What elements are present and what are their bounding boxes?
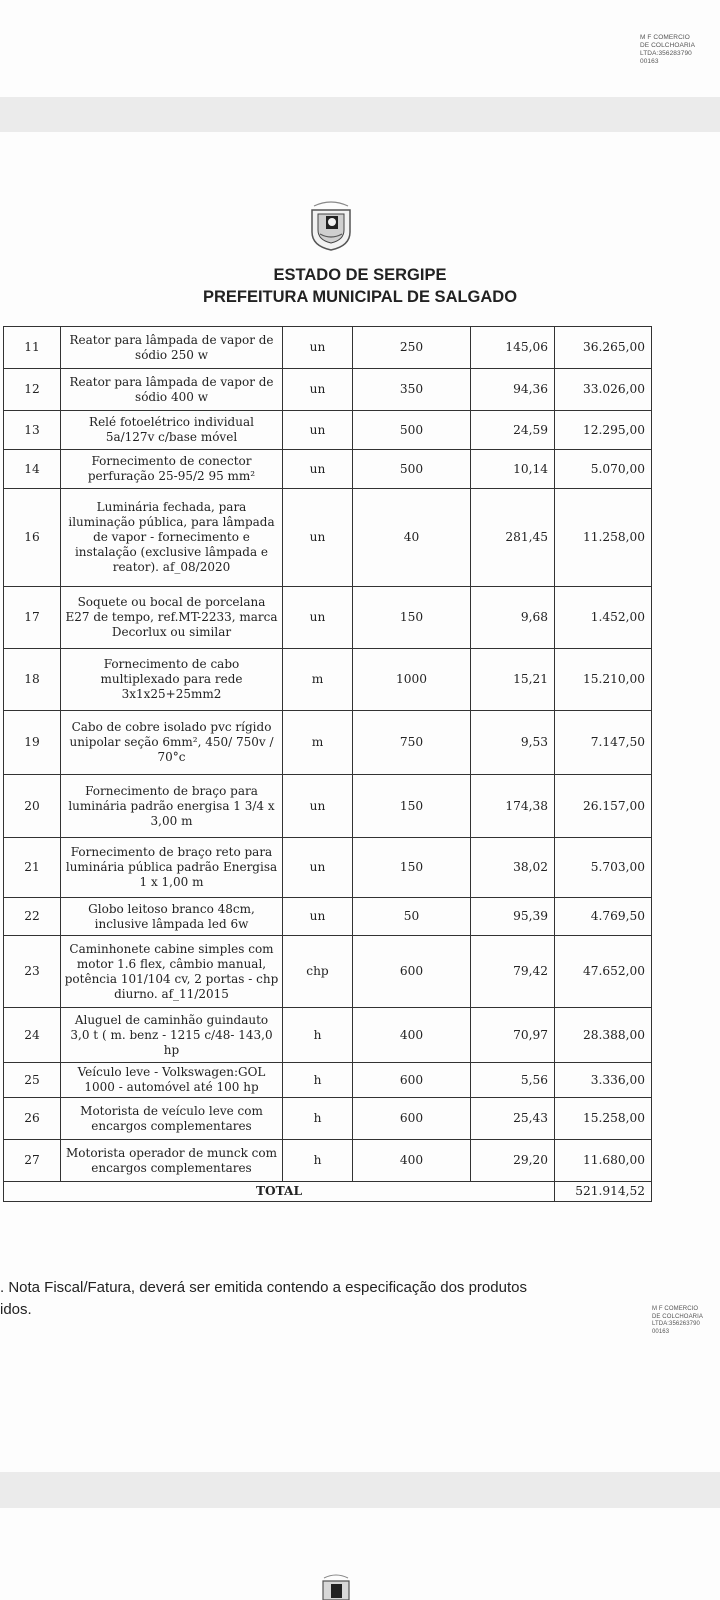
item-unit-price: 79,42: [471, 936, 555, 1008]
item-total: 47.652,00: [555, 936, 652, 1008]
table-row: [4, 369, 652, 411]
table-row: [4, 1098, 652, 1140]
item-unit-price: 145,06: [471, 327, 555, 369]
item-unit-price: 9,53: [471, 711, 555, 775]
table-row: [4, 1008, 652, 1063]
item-description: Caminhonete cabine simples com motor 1.6 flex, câmbio manual, potência 101/104 cv, 2 portas - chp diurno. af_11/2015: [61, 936, 283, 1008]
item-description: Fornecimento de braço reto para luminária pública padrão Energisa 1 x 1,00 m: [61, 838, 283, 898]
item-total: 15.258,00: [555, 1098, 652, 1140]
coat-of-arms-icon: [306, 196, 356, 252]
item-number: 18: [4, 649, 61, 711]
table-row: [4, 450, 652, 489]
item-number: 14: [4, 450, 61, 489]
item-unit: h: [283, 1063, 353, 1098]
item-unit: chp: [283, 936, 353, 1008]
table-row: [4, 489, 652, 587]
item-number: 13: [4, 411, 61, 450]
table-row: [4, 411, 652, 450]
item-unit-price: 174,38: [471, 775, 555, 838]
item-total: 36.265,00: [555, 327, 652, 369]
item-unit: m: [283, 711, 353, 775]
item-description: Motorista operador de munck com encargos complementares: [61, 1140, 283, 1182]
table-row: [4, 649, 652, 711]
item-total: 26.157,00: [555, 775, 652, 838]
table-row: [4, 936, 652, 1008]
item-quantity: 1000: [353, 649, 471, 711]
item-number: 23: [4, 936, 61, 1008]
item-description: Motorista de veículo leve com encargos complementares: [61, 1098, 283, 1140]
item-quantity: 400: [353, 1140, 471, 1182]
item-quantity: 50: [353, 898, 471, 936]
item-total: 33.026,00: [555, 369, 652, 411]
table-row: [4, 838, 652, 898]
item-quantity: 400: [353, 1008, 471, 1063]
item-quantity: 40: [353, 489, 471, 587]
item-unit-price: 15,21: [471, 649, 555, 711]
items-table: [3, 326, 652, 1202]
item-unit: un: [283, 775, 353, 838]
total-value: 521.914,52: [555, 1182, 652, 1202]
item-unit-price: 94,36: [471, 369, 555, 411]
item-quantity: 500: [353, 411, 471, 450]
table-row: [4, 898, 652, 936]
item-quantity: 600: [353, 1063, 471, 1098]
item-unit-price: 38,02: [471, 838, 555, 898]
item-quantity: 500: [353, 450, 471, 489]
item-unit: h: [283, 1140, 353, 1182]
item-number: 26: [4, 1098, 61, 1140]
note-line: idos.: [0, 1301, 32, 1318]
item-unit-price: 9,68: [471, 587, 555, 649]
item-unit: un: [283, 327, 353, 369]
item-unit: un: [283, 450, 353, 489]
item-quantity: 600: [353, 936, 471, 1008]
item-unit: m: [283, 649, 353, 711]
total-row: [4, 1182, 652, 1202]
item-unit-price: 95,39: [471, 898, 555, 936]
item-total: 5.703,00: [555, 838, 652, 898]
item-number: 21: [4, 838, 61, 898]
item-description: Fornecimento de cabo multiplexado para rede 3x1x25+25mm2: [61, 649, 283, 711]
item-unit-price: 25,43: [471, 1098, 555, 1140]
item-number: 17: [4, 587, 61, 649]
item-number: 27: [4, 1140, 61, 1182]
item-quantity: 600: [353, 1098, 471, 1140]
item-description: Aluguel de caminhão guindauto 3,0 t ( m. benz - 1215 c/48- 143,0 hp: [61, 1008, 283, 1063]
item-quantity: 350: [353, 369, 471, 411]
item-unit-price: 281,45: [471, 489, 555, 587]
item-unit: un: [283, 411, 353, 450]
item-total: 11.258,00: [555, 489, 652, 587]
item-unit: un: [283, 489, 353, 587]
table-row: [4, 1140, 652, 1182]
document-page-next: [0, 1508, 720, 1600]
state-title: ESTADO DE SERGIPE: [273, 266, 447, 284]
item-quantity: 150: [353, 775, 471, 838]
company-stamp: M F COMERCIO DE COLCHOARIA LTDA:356283790 00163: [640, 34, 696, 65]
invoice-note: [0, 1277, 720, 1321]
item-total: 15.210,00: [555, 649, 652, 711]
item-number: 12: [4, 369, 61, 411]
item-number: 24: [4, 1008, 61, 1063]
item-description: Reator para lâmpada de vapor de sódio 400 w: [61, 369, 283, 411]
item-description: Fornecimento de conector perfuração 25-95/2 95 mm²: [61, 450, 283, 489]
item-quantity: 150: [353, 838, 471, 898]
item-total: 12.295,00: [555, 411, 652, 450]
item-total: 5.070,00: [555, 450, 652, 489]
table-row: [4, 1063, 652, 1098]
item-description: Cabo de cobre isolado pvc rígido unipolar seção 6mm², 450/ 750v / 70°c: [61, 711, 283, 775]
item-number: 22: [4, 898, 61, 936]
item-unit-price: 5,56: [471, 1063, 555, 1098]
item-unit-price: 29,20: [471, 1140, 555, 1182]
item-unit-price: 24,59: [471, 411, 555, 450]
table-row: [4, 775, 652, 838]
item-description: Fornecimento de braço para luminária padrão energisa 1 3/4 x 3,00 m: [61, 775, 283, 838]
item-total: 1.452,00: [555, 587, 652, 649]
item-unit: un: [283, 369, 353, 411]
item-number: 16: [4, 489, 61, 587]
item-unit: un: [283, 838, 353, 898]
item-quantity: 750: [353, 711, 471, 775]
item-description: Relé fotoelétrico individual 5a/127v c/base móvel: [61, 411, 283, 450]
company-stamp: M F COMERCIO DE COLCHOARIA LTDA:356263790 00163: [652, 1306, 703, 1335]
item-total: 7.147,50: [555, 711, 652, 775]
item-number: 20: [4, 775, 61, 838]
item-unit-price: 10,14: [471, 450, 555, 489]
total-label: TOTAL: [4, 1182, 555, 1202]
document-page-top: [0, 0, 720, 97]
coat-of-arms-icon: [318, 1572, 354, 1600]
item-quantity: 250: [353, 327, 471, 369]
item-description: Luminária fechada, para iluminação pública, para lâmpada de vapor - fornecimento e instalação (exclusive lâmpada e reator). af_08/2020: [61, 489, 283, 587]
item-unit: un: [283, 898, 353, 936]
item-unit: un: [283, 587, 353, 649]
item-description: Soquete ou bocal de porcelana E27 de tempo, ref.MT-2233, marca Decorlux ou similar: [61, 587, 283, 649]
item-description: Globo leitoso branco 48cm, inclusive lâmpada led 6w: [61, 898, 283, 936]
item-unit-price: 70,97: [471, 1008, 555, 1063]
item-number: 25: [4, 1063, 61, 1098]
item-unit: h: [283, 1098, 353, 1140]
item-unit: h: [283, 1008, 353, 1063]
item-number: 19: [4, 711, 61, 775]
item-quantity: 150: [353, 587, 471, 649]
table-row: [4, 587, 652, 649]
municipality-title: PREFEITURA MUNICIPAL DE SALGADO: [202, 288, 518, 306]
table-row: [4, 711, 652, 775]
item-total: 28.388,00: [555, 1008, 652, 1063]
item-total: 4.769,50: [555, 898, 652, 936]
item-description: Reator para lâmpada de vapor de sódio 250 w: [61, 327, 283, 369]
item-total: 3.336,00: [555, 1063, 652, 1098]
item-total: 11.680,00: [555, 1140, 652, 1182]
item-number: 11: [4, 327, 61, 369]
note-line: . Nota Fiscal/Fatura, deverá ser emitida contendo a especificação dos produtos: [0, 1279, 527, 1296]
table-row: [4, 327, 652, 369]
item-description: Veículo leve - Volkswagen:GOL 1000 - automóvel até 100 hp: [61, 1063, 283, 1098]
